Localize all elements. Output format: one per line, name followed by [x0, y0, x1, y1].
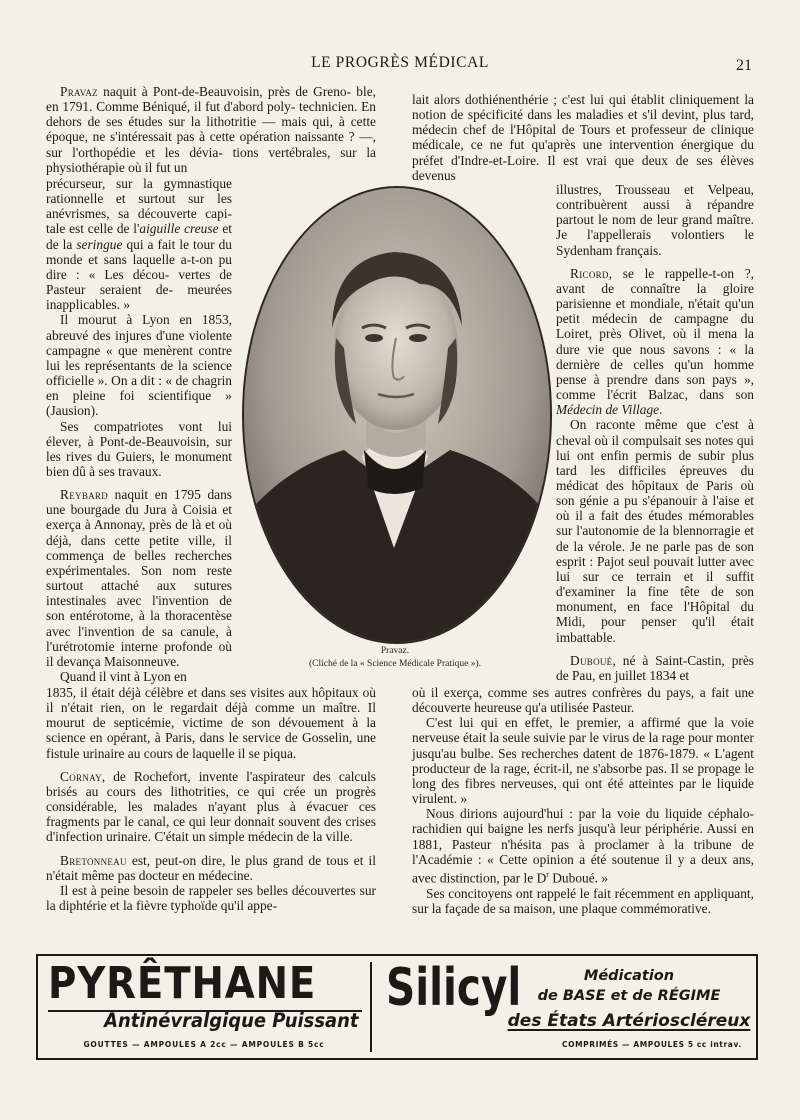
duboue-pasteur-paragraph [412, 806, 754, 885]
duboue-rage-paragraph: C'est lui qui en effet, le premier, a affirmé que la voie nerveuse était la seule suivie par le virus de la rage pour monter jusqu'au bulbe. Ses recherches datent de 1876-1879. « L'agent producteur de la rage, écrit-il, ne s'absorbe pas. Il se propage le long des fibres nerveuses, qui ont été atteintes par le liquide virulent. » [412, 715, 754, 807]
silicyl-brand: Silicyl [386, 958, 522, 1018]
pyrethane-brand: PYRÊTHANE [48, 958, 317, 1009]
doctor-superscript: r [546, 869, 549, 879]
pravaz-narrow-line-3: anévrismes, sa découverte capi- [46, 206, 232, 222]
pravaz-line-5: opération naissante ? —, sur l'orthopédie et les dévia- [46, 129, 376, 160]
duboue-full-paragraph: où il exerça, comme ses autres confrères du pays, a fait une découverte heureuse qu'a utilisée Pasteur. [412, 685, 754, 716]
seringue-term: seringue [76, 236, 123, 252]
pravaz-narrow-line-6: tour du monde et sans laquelle [46, 236, 232, 267]
ad-silicyl [372, 956, 756, 1058]
reybard-text: naquit en 1795 dans une bourgade du Jura à Coisia et exerça à Annonay, près de là et où déjà, dans cette petite ville, il commença de belles recherches expérimentales. Son nom reste surtout attaché aux sutures intestinales avec l'invention de son entérotome, à la thoracentèse avec l'invention de sa canule, à l'urétrotomie interne profonde où il devança Maisonneuve. [46, 487, 232, 669]
col2-top-section [412, 92, 754, 183]
duboue-pasteur-end: Duboué. » [548, 870, 609, 886]
medecin-de-village-title: Médecin de Village [556, 402, 660, 418]
pravaz-narrow-line-9: meurées inapplicables. » [46, 282, 232, 313]
col1-narrow-section [46, 176, 232, 684]
pravaz-death-paragraph: Il mourut à Lyon en 1853, abreuvé des injures d'une violente campagne « que menèrent contre lui les représentants de la science officielle ». On a dit : « de chagrin en pleine foi scientifique » (Jausion). [46, 312, 232, 419]
pravaz-line-6: tions vertébrales, sur la physiothérapie où il fut un [46, 144, 376, 175]
cornay-text: , de Rochefort, invente l'aspirateur des calculs brisés au cours des lithotrities, ce qui crée un progrès considérable, les malades n'ayant plus à évacuer ces fragments par le canal, ce qui leur donnait souvent des crises d'infection urinaire. C'était un simple médecin de la ville. [46, 768, 376, 845]
advertisement-banner [36, 954, 758, 1060]
reybard-paragraph [46, 487, 232, 669]
page-number: 21 [736, 57, 752, 74]
col1-pravaz-intro [46, 84, 376, 175]
name-bretonneau: Bretonneau [60, 852, 127, 868]
duboue-narrow-paragraph [556, 653, 754, 683]
name-ricord: Ricord [570, 265, 609, 281]
silicyl-doses: COMPRIMÉS — AMPOULES 5 cc intrav. [562, 1040, 742, 1049]
pravaz-narrow-line-5: et de la [46, 221, 233, 252]
caption-credit: (Cliché de la « Science Médicale Pratique »). [309, 659, 481, 669]
silicyl-line-2: de BASE et de RÉGIME [537, 988, 721, 1004]
bretonneau-cont-paragraph: Il est à peine besoin de rappeler ses belles découvertes sur la diphtérie et la fièvre typhoïde qu'il appe- [46, 882, 376, 914]
silicyl-line-3: des États Artérioscléreux [507, 1011, 751, 1031]
ricord-paragraph [556, 266, 754, 418]
portrait-photo-pravaz [242, 186, 552, 644]
bretonneau-text: est, peut-on dire, le plus grand de tous et il n'était même pas docteur en médecine. [46, 852, 376, 883]
journal-title: LE PROGRÈS MÉDICAL [311, 54, 489, 71]
name-duboue: Duboué [570, 652, 613, 668]
pyrethane-doses: GOUTTES — AMPOULES A 2cc — AMPOULES B 5cc [83, 1040, 325, 1049]
pravaz-line-1: naquit à Pont-de-Beauvoisin, près de Greno- [97, 84, 352, 99]
pravaz-line-4: mais qui, à cette époque, ne s'intéressait pas à cette [46, 114, 376, 145]
ricord-end: . [659, 402, 663, 418]
bretonneau-continued-paragraph: lait alors dothiénenthérie ; c'est lui qui établit cliniquement la notion de spécificité dans les maladies et s'il devint, plus tard, médecin chef de l'Hôpital de Tours et professeur de clinique médicale, ce ne fut qu'après une intervention énergique du préfet d'Indre-et-Loire. Il est vrai que deux de ses élèves devenus [412, 92, 754, 183]
col1-bottom-section [46, 685, 376, 913]
portrait-caption [242, 645, 548, 671]
ricord-text: , se le rappelle-t-on ?, avant de connaître la gloire parisienne et mondiale, n'était qu'un petit médecin de campagne du Loiret, près Olivet, où il mena la dure vie que nous savons : « la dernière de celles qu'un homme pense à prendre dans son pays », comme l'écrit Balzac, dans son [556, 265, 754, 403]
reybard-lyon-narrow: Quand il vint à Lyon en [60, 669, 187, 684]
page-header [0, 54, 800, 78]
pravaz-narrow-line-7: a-t-on pu dire : « Les décou- [46, 251, 232, 282]
pravaz-narrow-line-5b: qui a fait le [122, 236, 190, 252]
name-reybard: Reybard [60, 487, 109, 503]
caption-name: Pravaz. [380, 646, 410, 656]
aiguille-creuse-term: aiguille creuse [139, 221, 219, 237]
name-pravaz: Pravaz [60, 84, 98, 99]
pravaz-line-2: ble, en 1791. Comme Béniqué, il fut d'abord poly- [46, 84, 376, 115]
col2-narrow-section [556, 182, 754, 683]
ad-pyrethane [38, 956, 370, 1058]
name-cornay: Cornay [60, 768, 102, 784]
duboue-narrow-text: , né à Saint-Castin, près de Pau, en juillet 1834 et [556, 652, 754, 683]
silicyl-line-1: Médication [583, 968, 675, 984]
plaque-paragraph: Ses concitoyens ont rappelé le fait récemment en appliquant, sur la façade de sa maison, une plaque commémorative. [412, 885, 754, 916]
col2-bottom-section [412, 685, 754, 916]
pravaz-monument-paragraph: Ses compatriotes vont lui élever, à Pont-de-Beauvoisin, sur les rives du Guiers, le monument bien dû à ses travaux. [46, 418, 232, 479]
reybard-lyon-paragraph: 1835, il était déjà célèbre et dans ses visites aux hôpitaux où il n'était rien, on le regardait déjà comme un maître. Il mourut de septicémie, victime de son dévouement à la science en opérant, à Paris, dans le service de Gosselin, une fistule urinaire au cours de laquelle il se piqua. [46, 685, 376, 761]
pravaz-paragraph [46, 84, 376, 175]
pravaz-narrow-line-1: précurseur, sur la gymnastique [46, 176, 232, 191]
pravaz-line-3: technicien. En dehors de ses études sur la lithotritie — [46, 99, 376, 130]
portrait-illustration [244, 188, 550, 642]
bretonneau-paragraph [46, 853, 376, 883]
pravaz-narrow-line-8: vertes de Pasteur seraient de- [46, 266, 232, 298]
pravaz-narrow-paragraph [46, 176, 232, 312]
pravaz-narrow-line-4: tale est celle de l' [46, 221, 140, 237]
ricord-cheval-paragraph: On raconte même que c'est à cheval où il compulsait ses notes qui lui ont enfin permis de subir plus tard les difficiles épreuves du médicat des hôpitaux de Paris où son génie a pu s'épanouir à l'aise et où il a fait des études mémorables sur l'autonomie de la blennorragie et de la vérole. Je ne parle pas de son esprit : Pajot seul pouvait lutter avec lui sur ce terrain et il suffit d'examiner la fine tête de son monument, en face l'Hôpital du Midi, pour penser qu'il était imbattable. [556, 417, 754, 645]
cornay-paragraph [46, 769, 376, 845]
duboue-pasteur-text: Nous dirions aujourd'hui : par la voie du liquide céphalo-rachidien qui baigne les nerfs jusqu'à leur périphérie. Aussi en 1881, Pasteur n'hésita pas à proclamer à la tribune de l'Académie : « Cette opinion a été soutenue il y a deux ans, avec distinction, par le D [412, 806, 754, 886]
pravaz-narrow-line-2: rationnelle et surtout sur les [46, 191, 232, 207]
pyrethane-subtitle: Antinévralgique Puissant [103, 1009, 358, 1032]
trousseau-velpeau-paragraph: illustres, Trousseau et Velpeau, contribuèrent aussi à répandre partout le nom de leur grand maître. Je l'appellerais volontiers le Sydenham français. [556, 182, 754, 258]
